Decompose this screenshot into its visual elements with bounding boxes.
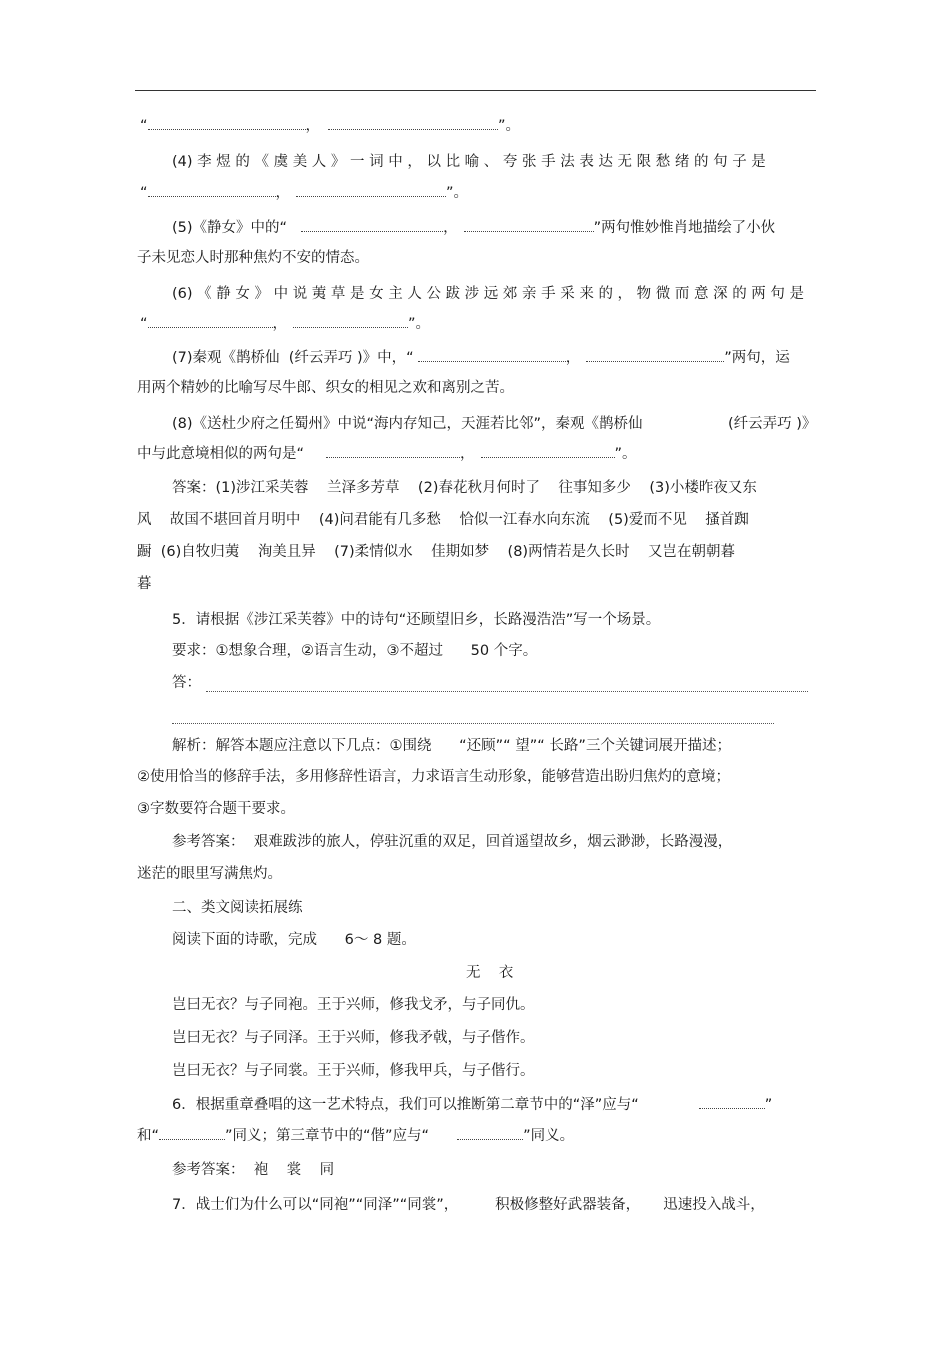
q5-analysis-1: 解析：解答本题应注意以下几点：①围绕 “还顾”“ 望”“ 长路”三个关键词展开描述； (172, 738, 731, 754)
section-intro: 阅读下面的诗歌，完成 6～ 8 题。 (172, 932, 416, 948)
q4-4-blank-line: “ ， ”。 (140, 185, 469, 201)
blank (293, 315, 408, 328)
blank (159, 1127, 225, 1140)
q4-4-stem: (4) 李 煜 的 《 虞 美 人 》 一 词 中 ， 以 比 喻 、 夸 张 手 法 表 达 无 限 愁 绪 的 句 子 是 (172, 154, 766, 170)
answer-line-3: 蹰 (6)自牧归荑 洵美且异 (7)柔情似水 佳期如梦 (8)两情若是久长时 又岂在朝朝暮 (137, 544, 736, 560)
answer-line-1: 答案：(1)涉江采芙蓉 兰泽多芳草 (2)春花秋月何时了 往事知多少 (3)小楼昨夜又东 (172, 480, 757, 496)
blank (418, 349, 566, 362)
q7-stem: 7．战士们为什么可以“同袍”“同泽”“同裳”， 积极修整好武器装备， 迅速投入战斗， (172, 1197, 765, 1213)
blank (301, 219, 443, 232)
q4-8-stem: (8)《送杜少府之任蜀州》中说“海内存知己，天涯若比邻”，秦观《鹊桥仙 (172, 416, 643, 432)
q4-5-stem: (5)《静女》中的“ ， ”两句惟妙惟肖地描绘了小伙 (172, 220, 776, 236)
q4-6-stem: (6) 《 静 女 》 中 说 荑 草 是 女 主 人 公 跋 涉 远 郊 亲 手 采 来 的 ， 物 微 而 意 深 的 两 句 是 (172, 286, 805, 302)
q6-stem: 6．根据重章叠唱的这一艺术特点，我们可以推断第二章节中的“泽”应与“ ” (172, 1097, 773, 1113)
q5-reference-2: 迷茫的眼里写满焦灼。 (137, 866, 282, 882)
answer-blank-line (206, 690, 808, 692)
q5-answer-label: 答： (172, 675, 201, 691)
q5-analysis-2: ②使用恰当的修辞手法，多用修辞性语言，力求语言生动形象，能够营造出盼归焦灼的意境； (137, 769, 730, 785)
poem-line: 岂曰无衣？与子同袍。王于兴师，修我戈矛，与子同仇。 (172, 997, 535, 1013)
q5-analysis-3: ③字数要符合题干要求。 (137, 801, 295, 817)
q6-stem-cont: 和“ ”同义；第三章节中的“偕”应与“ ”同义。 (137, 1128, 575, 1144)
q4-3-blank-line: “ ， ”。 (140, 118, 521, 134)
section-title: 二、类文阅读拓展练 (172, 900, 303, 916)
q4-5-cont: 子未见恋人时那种焦灼不安的情态。 (137, 250, 369, 266)
q4-6-blank-line: “ ， ”。 (140, 316, 431, 332)
poem-line: 岂曰无衣？与子同裳。王于兴师，修我甲兵，与子偕行。 (172, 1063, 535, 1079)
q4-8-stem-end: (纤云弄巧 )》 (728, 416, 817, 432)
blank (296, 184, 446, 197)
blank (699, 1096, 765, 1109)
poem-line: 岂曰无衣？与子同泽。王于兴师，修我矛戟，与子偕作。 (172, 1030, 535, 1046)
blank (148, 184, 276, 197)
answer-line-4: 暮 (137, 576, 152, 592)
q5-stem: 5．请根据《涉江采芙蓉》中的诗句“还顾望旧乡，长路漫浩浩”写一个场景。 (172, 612, 661, 628)
answer-line-2: 风 故国不堪回首月明中 (4)问君能有几多愁 恰似一江春水向东流 (5)爱而不见 搔首踟 (137, 512, 749, 528)
blank (464, 219, 594, 232)
blank (326, 445, 460, 458)
q5-reference-1: 参考答案： 艰难跋涉的旅人，停驻沉重的双足，回首遥望故乡，烟云渺渺，长路漫漫， (172, 834, 733, 850)
poem-title: 无 衣 (466, 965, 514, 981)
q5-requirements: 要求：①想象合理，②语言生动，③不超过 50 个字。 (172, 643, 538, 659)
blank (328, 117, 498, 130)
header-rule (135, 90, 816, 91)
q4-7-cont: 用两个精妙的比喻写尽牛郎、织女的相见之欢和离别之苦。 (137, 380, 514, 396)
q6-reference: 参考答案： 袍 裳 同 (172, 1162, 335, 1178)
blank (481, 445, 615, 458)
q4-8-blank-line: 中与此意境相似的两句是“ ， ”。 (137, 446, 637, 462)
blank (148, 117, 306, 130)
blank (457, 1127, 523, 1140)
answer-blank-line (172, 722, 774, 724)
blank (148, 315, 273, 328)
q4-7-stem: (7)秦观《鹊桥仙 (纤云弄巧 )》中，“ ， ”两句，运 (172, 350, 790, 366)
blank (586, 349, 724, 362)
